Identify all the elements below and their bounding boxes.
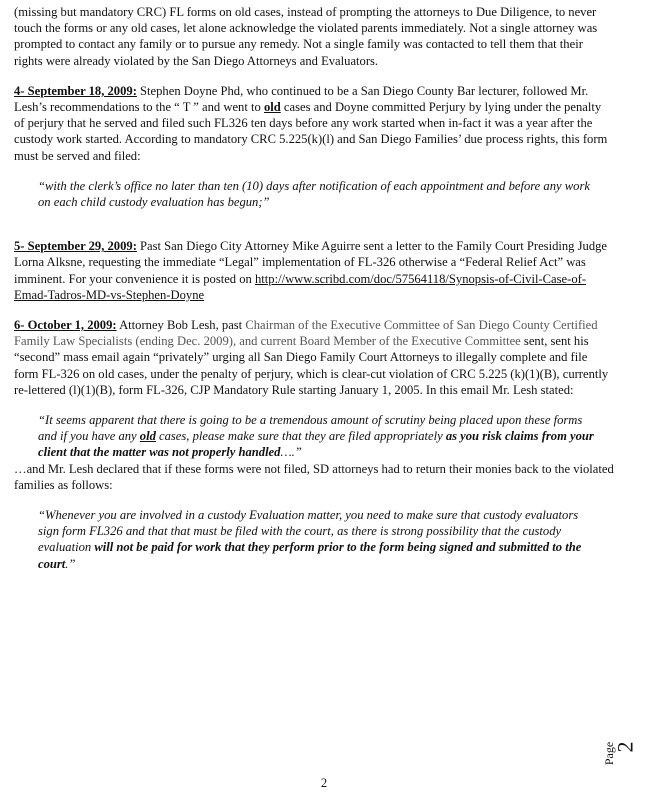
page-side-digit: 2 [612, 741, 638, 753]
quote-2-bold: will not be paid for work that they perform prior to the form being signed and submitted to the court [38, 540, 582, 571]
quote-1-part-a: “It seems apparent that there is going to be a tremendous amount of scrutiny being placed upon these forms and if you have any [38, 413, 583, 444]
quote-1-old: old [139, 429, 156, 444]
section-5-text: Past San Diego City Attorney Mike Aguirre sent a letter to the Family Court Presiding Judge Lorna Alksne, requesting the immediate “Legal” implementation of FL-326 otherwise a “Federal Relief Act” was imminent. For your convenience it is posted on [14, 239, 608, 286]
scribd-link[interactable]: http://www.scribd.com/doc/57564118/Synopsis-of-Civil-Case-of-Emad-Tadros-MD-vs-Stephen-Doyne [14, 271, 587, 302]
section-4-quote: “with the clerk’s office no later than ten (10) days after notification of each appointment and before any work on each child custody evaluation has begun;” [38, 178, 590, 210]
page-number: 2 [320, 776, 328, 790]
section-4-text-2: cases and Doyne committed Perjury by lying under the penalty of perjury that he served and filed such FL326 ten days before any work started when in-fact it was a year after the custody work started. According to mandatory CRC 5.225(k)(l) and San Diego Families’ due process rights, this form must be served and filed: [14, 100, 608, 163]
quote-1-bold: as you risk claims from your client that the matter was not properly handled [38, 429, 594, 460]
section-6-quote-1 [38, 412, 598, 461]
quote-1-part-b: cases, please make sure that they are filed appropriately [155, 429, 446, 444]
document-body [14, 4, 614, 572]
section-6-text-1: Attorney Bob Lesh, past [116, 318, 246, 333]
section-6-paragraph [14, 317, 614, 398]
section-5-paragraph [14, 238, 614, 303]
section-6-text-2: sent, sent his “second” mass email again “privately” urging all San Diego Family Court Attorneys to illegally complete and file form FL-326 on old cases, under the penalty of perjury, which is clear-cut violation of CRC 5.225 (k)(1)(B), currently re-lettered (l)(1)(B), form FL-326, CJP Mandatory Rule starting January 1, 2005. In this email Mr. Lesh stated: [14, 334, 609, 397]
section-4-heading: 4- September 18, 2009: [14, 83, 137, 98]
section-4-old: old [263, 100, 281, 115]
quote-1-part-c: ….” [280, 445, 302, 460]
section-6-quote-2 [38, 507, 598, 572]
section-4-text-1: Stephen Doyne Phd, who continued to be a San Diego County Bar lecturer, followed Mr. Lesh’s recommendations to the “ T ” and went to [14, 83, 589, 115]
intro-paragraph: (missing but mandatory CRC) FL forms on old cases, instead of prompting the attorneys to Due Diligence, to never touch the forms or any old cases, let alone acknowledge the violated parents immediately. Not a single attorney was prompted to contact any family or to pursue any remedy. Not a single family was contacted to tell them that their rights were already violated by the San Diego Attorneys and Evaluators. [14, 5, 598, 68]
quote-2-part-a: “Whenever you are involved in a custody Evaluation matter, you need to make sure that custody evaluators sign form FL326 and that that must be filed with the court, as there is strong possibility that the custody evaluation [38, 508, 579, 555]
page-side-word: Page [602, 741, 617, 766]
section-6-committee-text: Chairman of the Executive Committee of San Diego County Certified Family Law Specialists (ending Dec. 2009), and current Board Member of the Executive Committee [14, 318, 598, 349]
section-4-paragraph [14, 83, 614, 164]
section-6-middle-paragraph: …and Mr. Lesh declared that if these forms were not filed, SD attorneys had to return their monies back to the violated families as follows: [14, 461, 614, 492]
section-6-heading: 6- October 1, 2009: [14, 318, 117, 333]
section-5-heading: 5- September 29, 2009: [14, 239, 137, 254]
quote-2-part-c: .” [65, 556, 76, 571]
